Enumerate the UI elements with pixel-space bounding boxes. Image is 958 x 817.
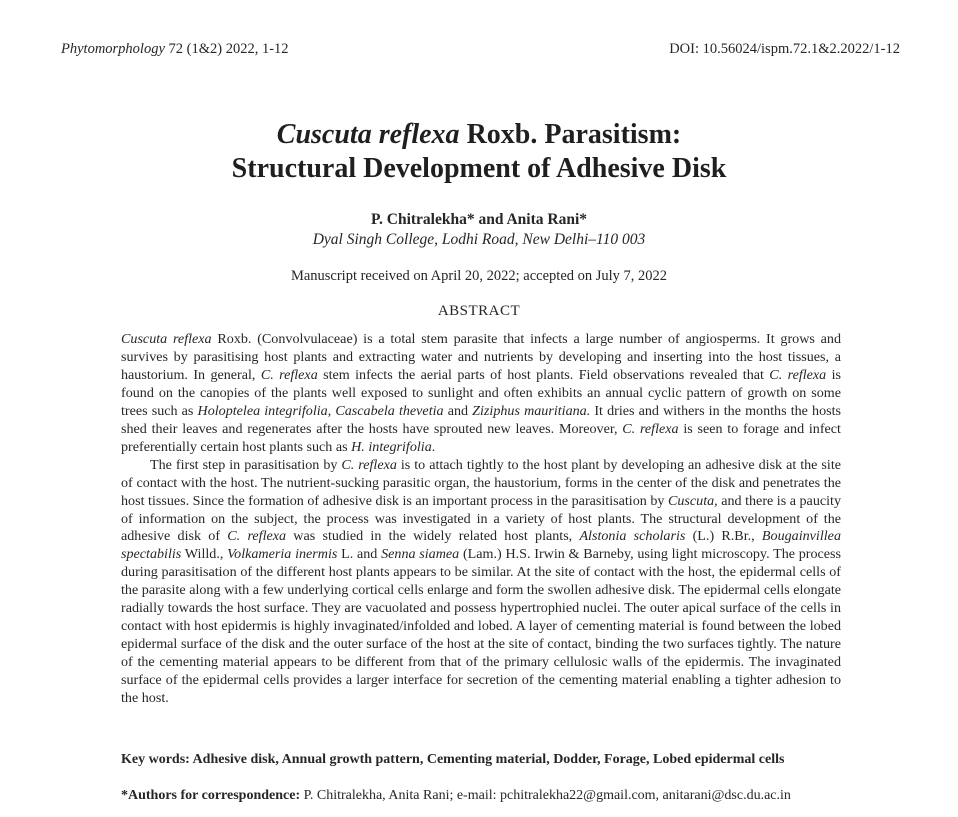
species-name: Senna siamea xyxy=(381,546,460,563)
species-name: C. reflexa xyxy=(260,366,318,383)
abstract-heading: ABSTRACT xyxy=(437,303,521,319)
abstract-text: is to attach tightly to the host plant by developing an adhesive disk at the site of contact with the host. The nutrient-sucking parasitic organ, the haustorium, forms in the center of the disk and penetrates the host tissues. Since the formation of adhesive disk is an important process in the parasitisation by xyxy=(121,456,841,509)
abstract-body xyxy=(121,331,841,708)
species-name: Ziziphus mauritiana. xyxy=(472,402,591,419)
species-name: Alstonia scholaris xyxy=(579,528,686,545)
correspondence-label: *Authors for correspondence: xyxy=(121,788,301,803)
abstract-text: and xyxy=(443,402,473,419)
title-line-1 xyxy=(0,118,958,152)
species-name: Volkameria inermis xyxy=(227,546,338,563)
species-name: Holoptelea integrifolia xyxy=(197,402,328,419)
title-species: Cuscuta reflexa xyxy=(276,119,460,150)
abstract-text: , xyxy=(327,402,336,419)
title-line-2: Structural Development of Adhesive Disk xyxy=(231,153,727,184)
abstract-text: Roxb. (Convolvulaceae) is a total stem parasite that infects a large number of angiosperms. It grows and survives by parasitising host plants and extracting water and nutrients by developing and inserting into the host tissues, a haustorium. In general, xyxy=(121,331,842,383)
keywords: Key words: Adhesive disk, Annual growth pattern, Cementing material, Dodder, Forage, Lobed epidermal cells xyxy=(121,752,785,767)
abstract-text: was studied in the widely related host plants, xyxy=(286,528,580,545)
abstract-text: L. and xyxy=(337,546,382,563)
abstract-paragraph-1 xyxy=(121,331,841,457)
species-name: Cascabela thevetia xyxy=(335,402,444,419)
abstract-paragraph-2 xyxy=(121,457,841,708)
abstract-text: . xyxy=(431,438,436,455)
species-name: Cuscuta, xyxy=(667,492,718,509)
abstract-text: (Lam.) H.S. Irwin & Barneby, using light microscopy. The process during parasitisation of the different host plants appears to be similar. At the site of contact with the host, the epidermal cells of the parasite along with a few underlying cortical cells enlarge and form the swollen adhesive disk. The epidermal cells elongate radially towards the host surface. They are vacuolated and possess hypertrophied nuclei. The outer apical surface of the cells in contact with host epidermis is highly invaginated/infolded and lobed. A layer of cementing material is found between the lobed epidermal surface of the disk and the outer surface of the host at the site of contact, binding the two surfaces tightly. The nature of the cementing material appears to be different from that of the primary cellulosic walls of the epidermis. The invaginated surface of the epidermal cells provides a larger interface for secretion of the cementing material enabling a tighter adhesion to the host. xyxy=(121,546,842,707)
abstract-text: is found on the canopies of the plants well exposed to sunlight and often exhibits an annual cyclic pattern of growth on some trees such as xyxy=(121,366,842,419)
abstract-text: is seen to forage and infect preferentially certain host plants such as xyxy=(121,420,841,455)
species-name: Bougainvillea spectabilis xyxy=(121,528,841,563)
abstract-text: and there is a paucity of information on the subject, the process was investigated in a variety of host plants. The structural development of the adhesive disk of xyxy=(121,492,841,545)
species-name: H. integrifolia xyxy=(351,438,432,455)
paper-title xyxy=(0,118,958,186)
correspondence-details: P. Chitralekha, Anita Rani; e-mail: pchitralekha22@gmail.com, anitarani@dsc.du.ac.in xyxy=(300,788,791,803)
journal-citation xyxy=(61,41,289,58)
abstract-text: stem infects the aerial parts of host plants. Field observations revealed that xyxy=(317,366,770,383)
abstract-text: (L.) R.Br., xyxy=(685,528,762,545)
species-name: C. reflexa xyxy=(227,528,287,545)
authors: P. Chitralekha* and Anita Rani* xyxy=(370,211,588,228)
journal-name: Phytomorphology xyxy=(61,41,165,57)
journal-volume: 72 (1&2) 2022, 1-12 xyxy=(164,41,289,57)
abstract-text: The first step in parasitisation by xyxy=(150,456,342,473)
doi: DOI: 10.56024/ispm.72.1&2.2022/1-12 xyxy=(669,41,900,57)
correspondence xyxy=(121,788,791,804)
species-name: C. reflexa xyxy=(769,366,827,383)
title-line-1-rest: Roxb. Parasitism: xyxy=(459,119,682,150)
species-name: Cuscuta reflexa xyxy=(121,331,212,347)
species-name: C. reflexa xyxy=(622,420,679,437)
received-date: Manuscript received on April 20, 2022; accepted on July 7, 2022 xyxy=(290,268,668,284)
affiliation: Dyal Singh College, Lodhi Road, New Delhi–110 003 xyxy=(312,231,646,248)
species-name: C. reflexa xyxy=(341,456,397,473)
abstract-text: Willd., xyxy=(181,546,228,563)
abstract-text: It dries and withers in the months the hosts shed their leaves and regenerates after the hosts have sprouted new leaves. Moreover, xyxy=(121,402,842,437)
